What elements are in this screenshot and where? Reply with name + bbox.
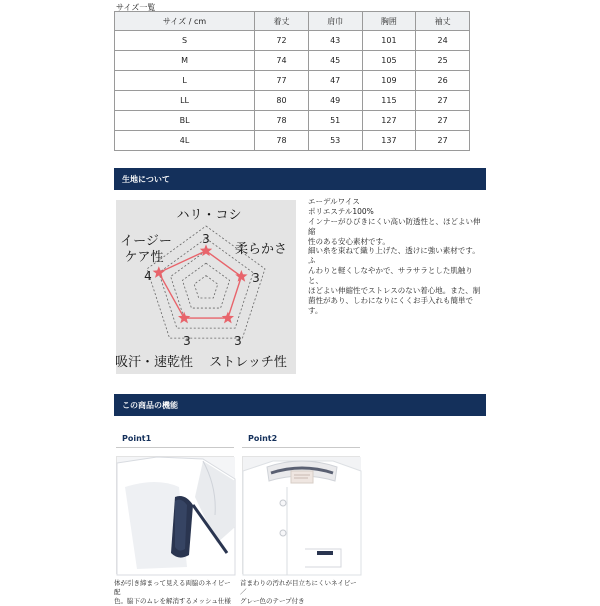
point1-caption bbox=[114, 579, 236, 606]
point2-caption-line: グレー色のテープ付き bbox=[240, 596, 305, 605]
size-cell: 25 bbox=[416, 51, 470, 71]
radar-axis-label-kyukan: 吸汗・速乾性 bbox=[114, 355, 194, 370]
size-cell: 105 bbox=[362, 51, 416, 71]
fabric-name: エーデルワイス bbox=[308, 197, 360, 206]
radar-star-markers bbox=[153, 244, 248, 323]
size-header-cell: 胸囲 bbox=[362, 12, 416, 31]
size-cell: 78 bbox=[255, 131, 309, 151]
radar-axis-value: 3 bbox=[252, 271, 260, 285]
radar-star-marker bbox=[235, 270, 247, 282]
size-cell: 78 bbox=[255, 111, 309, 131]
point1-label: Point1 bbox=[122, 434, 152, 443]
table-row bbox=[115, 31, 470, 51]
size-cell: S bbox=[115, 31, 255, 51]
radar-star-marker bbox=[178, 312, 190, 324]
size-table bbox=[114, 11, 470, 151]
radar-axis-value: 3 bbox=[202, 232, 210, 246]
table-row bbox=[115, 71, 470, 91]
size-cell: 115 bbox=[362, 91, 416, 111]
radar-grid-ring bbox=[182, 263, 229, 308]
fabric-section-heading: 生地について bbox=[114, 168, 486, 190]
size-table-caption: サイズ一覧 bbox=[116, 3, 156, 12]
point1-caption-line: 体が引き締まって見える両脇のネイビー配 bbox=[114, 579, 231, 596]
fabric-line: ほどよい伸縮性でストレスのない着心地。また、制 bbox=[308, 286, 481, 296]
point1-garment-illustration bbox=[117, 457, 235, 575]
size-cell: BL bbox=[115, 111, 255, 131]
size-cell: 77 bbox=[255, 71, 309, 91]
size-cell: 80 bbox=[255, 91, 309, 111]
radar-star-marker bbox=[153, 266, 165, 278]
radar-axis-value: 4 bbox=[144, 269, 152, 283]
radar-grid-ring bbox=[194, 276, 218, 298]
point1-divider bbox=[116, 447, 234, 448]
radar-axis-label-hari-koshi: ハリ・コシ bbox=[176, 208, 242, 223]
point2-caption-line: 首まわりの汚れが目立ちにくいネイビー／ bbox=[240, 579, 357, 596]
size-cell: 24 bbox=[416, 31, 470, 51]
point1-caption-line: 色。脇下のムレを解消するメッシュ仕様 bbox=[114, 596, 231, 605]
radar-axis-label-easy-care-2: ケア性 bbox=[124, 250, 164, 265]
radar-star-marker bbox=[222, 312, 234, 324]
table-row bbox=[115, 111, 470, 131]
table-row bbox=[115, 51, 470, 71]
table-row bbox=[115, 91, 470, 111]
size-cell: M bbox=[115, 51, 255, 71]
size-cell: 137 bbox=[362, 131, 416, 151]
point1-photo bbox=[116, 456, 234, 574]
radar-axis-label-yawarakasa: 柔らかさ bbox=[234, 242, 288, 257]
point2-caption bbox=[240, 579, 362, 606]
fabric-line: 性のある安心素材です。 bbox=[308, 236, 390, 246]
size-header-cell: サイズ / cm bbox=[115, 12, 255, 31]
table-row bbox=[115, 131, 470, 151]
size-cell: 127 bbox=[362, 111, 416, 131]
radar-axis-label-stretch: ストレッチ性 bbox=[209, 355, 287, 370]
size-cell: 26 bbox=[416, 71, 470, 91]
size-cell: 45 bbox=[308, 51, 362, 71]
size-cell: 53 bbox=[308, 131, 362, 151]
size-header-cell: 袖丈 bbox=[416, 12, 470, 31]
radar-chart-svg bbox=[116, 200, 296, 374]
fabric-radar-chart bbox=[116, 200, 296, 374]
fabric-line: んわりと軽くしなやかで、サラサラとした肌触りと、 bbox=[308, 266, 473, 286]
size-cell: 74 bbox=[255, 51, 309, 71]
size-cell: 109 bbox=[362, 71, 416, 91]
radar-axis-value: 3 bbox=[183, 334, 191, 348]
fabric-description bbox=[308, 197, 486, 316]
point2-divider bbox=[242, 447, 360, 448]
size-cell: 27 bbox=[416, 91, 470, 111]
size-header-cell: 肩巾 bbox=[308, 12, 362, 31]
point2-photo bbox=[242, 456, 360, 574]
size-cell: 101 bbox=[362, 31, 416, 51]
size-cell: 27 bbox=[416, 111, 470, 131]
size-cell: 47 bbox=[308, 71, 362, 91]
size-cell: 49 bbox=[308, 91, 362, 111]
size-cell: L bbox=[115, 71, 255, 91]
fabric-material: ポリエステル100% bbox=[308, 206, 374, 216]
fabric-line: インナーがひびきにくい高い防透性と、ほどよい伸縮 bbox=[308, 216, 481, 236]
size-cell: 27 bbox=[416, 131, 470, 151]
features-section-heading: この商品の機能 bbox=[114, 394, 486, 416]
size-cell: 51 bbox=[308, 111, 362, 131]
size-cell: 72 bbox=[255, 31, 309, 51]
size-header-cell: 着丈 bbox=[255, 12, 309, 31]
size-table-header-row bbox=[115, 12, 470, 31]
fabric-line: 細い糸を束ねて織り上げた、透けに強い素材です。ふ bbox=[308, 246, 480, 266]
radar-axis-value: 3 bbox=[234, 334, 242, 348]
size-cell: 4L bbox=[115, 131, 255, 151]
size-cell: 43 bbox=[308, 31, 362, 51]
point2-label: Point2 bbox=[248, 434, 278, 443]
radar-value-polygon bbox=[159, 251, 242, 318]
radar-axis-label-easy-care-1: イージー bbox=[120, 234, 172, 249]
fabric-line: 菌性があり、しわになりにくくお手入れも簡単です。 bbox=[308, 295, 473, 315]
point2-garment-illustration bbox=[243, 457, 361, 575]
size-cell: LL bbox=[115, 91, 255, 111]
